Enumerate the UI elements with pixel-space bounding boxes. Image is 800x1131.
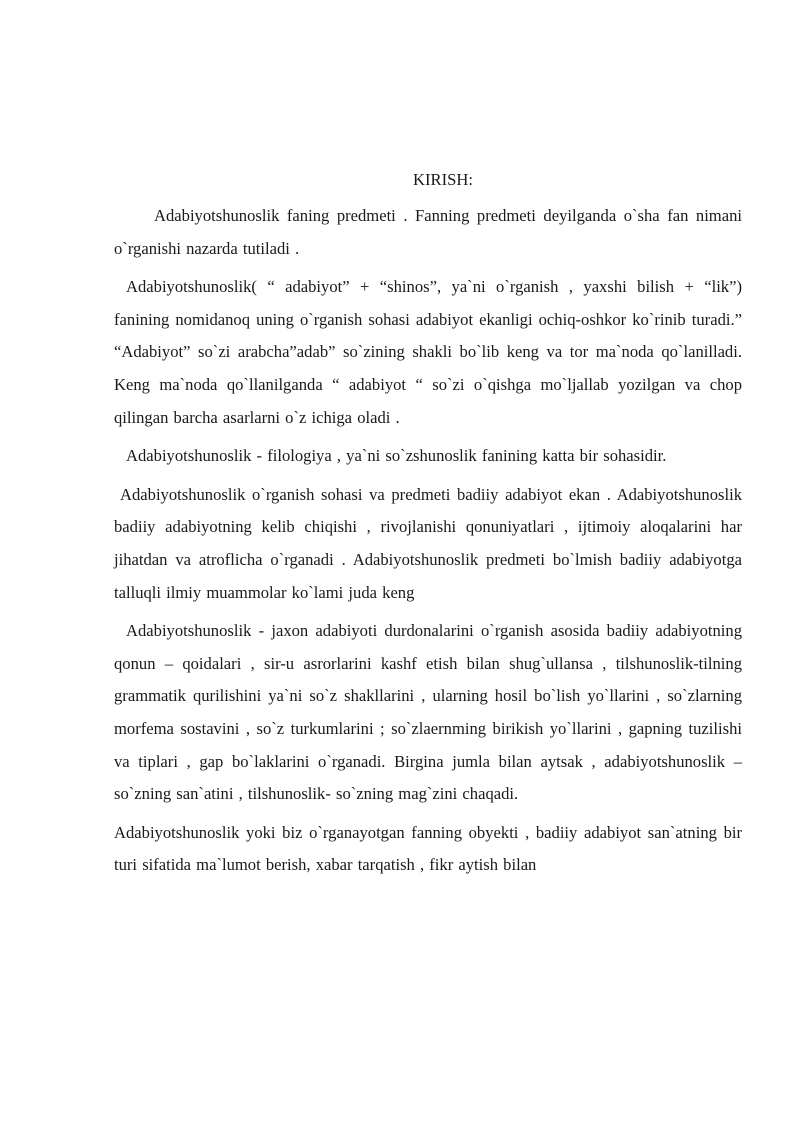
paragraph-philology: Adabiyotshunoslik - filologiya , ya`ni so`zshunoslik fanining katta bir sohasidir. xyxy=(126,446,667,466)
paragraph-object: Adabiyotshunoslik yoki biz o`rganayotgan fanning obyekti , badiiy adabiyot san`atning bir turi sifatida ma`lumot berish, xabar tarqatish , fikr aytish bilan xyxy=(114,822,742,875)
paragraph-intro: Adabiyotshunoslik faning predmeti . Fanning predmeti deyilganda o`sha fan nimani o`rganishi nazarda tutiladi . xyxy=(114,206,742,258)
paragraph-subject: Adabiyotshunoslik o`rganish sohasi va predmeti badiiy adabiyot ekan . Adabiyotshunoslik badiiy adabiyotning kelib chiqishi , rivojlanishi qonuniyatlari , ijtimoiy aloqalarini har jihatdan va atroflicha o`rganadi . Adabiyotshunoslik predmeti bo`lmish badiiy adabiyotga talluqli ilmiy muammolar ko`lami juda keng xyxy=(114,484,742,602)
document-title: KIRISH: xyxy=(413,170,473,189)
paragraph-comparison: Adabiyotshunoslik - jaxon adabiyoti durdonalarini o`rganish asosida badiiy adabiyotning qonun – qoidalari , sir-u asrorlarini kashf etish bilan shug`ullansa , tilshunoslik-tilning grammatik qurilishini ya`ni so`z shakllarini , ularning hosil bo`lish yo`llarini , so`zlarning morfema sostavini , so`z turkumlarini ; so`zlaernming birikish yo`llarini , gapning tuzilishi va tiplari , gap bo`laklarini o`rganadi. Birgina jumla bilan aytsak , adabiyotshunoslik – so`zning san`atini , tilshunoslik- so`zning mag`zini chaqadi. xyxy=(114,621,742,804)
document-page xyxy=(114,168,742,888)
paragraph-etymology: Adabiyotshunoslik( “ adabiyot” + “shinos”, ya`ni o`rganish , yaxshi bilish + “lik”) fanining nomidanoq uning o`rganish sohasi adabiyot ekanligi ochiq-oshkor ko`rinib turadi.” “Adabiyot” so`zi arabcha”adab” so`zining shakli bo`lib keng va tor ma`noda qo`lanilladi. Keng ma`noda qo`llanilganda “ adabiyot “ so`zi o`qishga mo`ljallab yozilgan va chop qilingan barcha asarlarni o`z ichiga oladi . xyxy=(114,277,742,427)
